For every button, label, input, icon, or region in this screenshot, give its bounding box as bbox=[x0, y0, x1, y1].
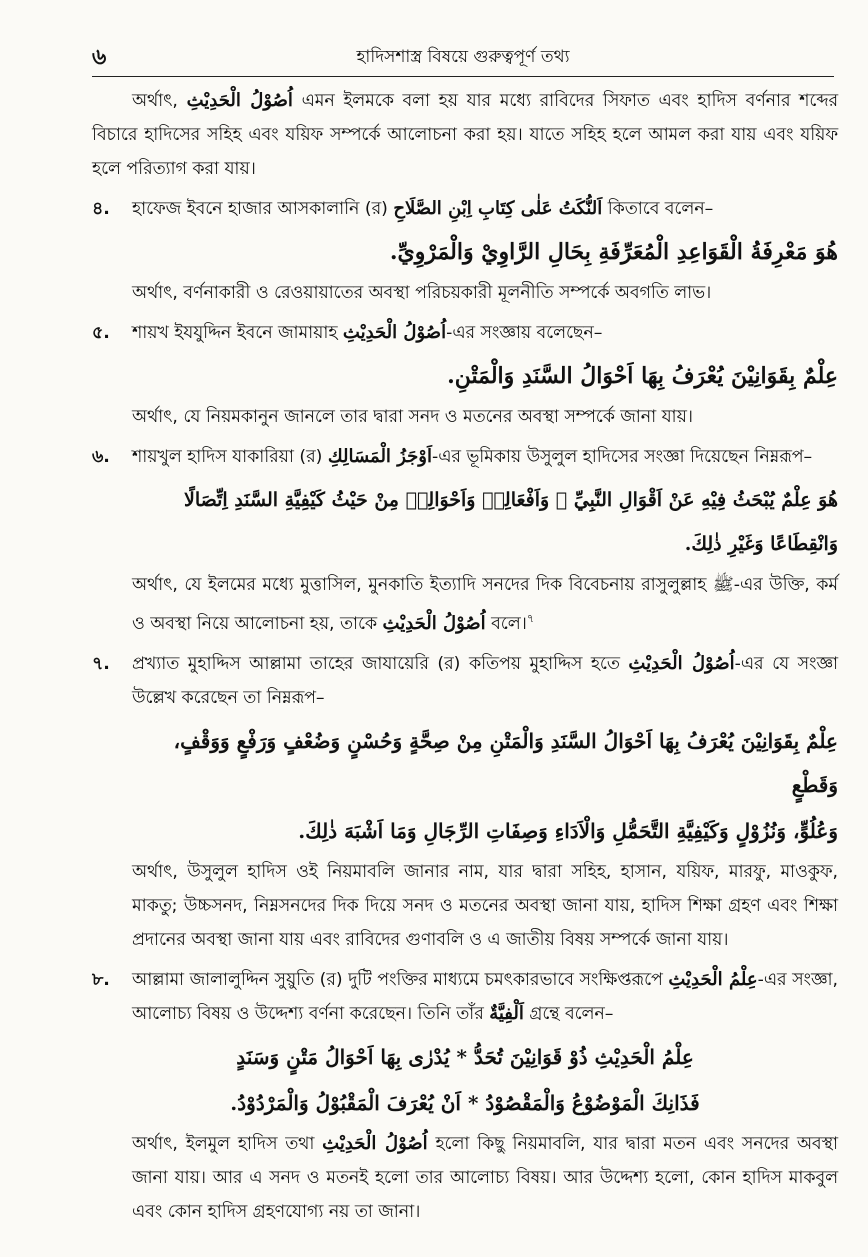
arabic-term: اُصُوْلُ الْحَدِيْثِ bbox=[186, 90, 293, 111]
item-number: ৬. bbox=[92, 447, 110, 467]
text-span: হাফেজ ইবনে হাজার আসকালানি (র) bbox=[132, 199, 394, 219]
text-span: শায়খ ইযযুদ্দিন ইবনে জামায়াহ bbox=[132, 323, 343, 343]
footnote-marker[interactable]: ৭ bbox=[526, 612, 534, 625]
text-span: হলো কিছু নিয়মাবলি, যার দ্বারা মতন এবং সনদের অবস্থা জানা যায়। আর এ সনদ ও মতনই হলো তার আলোচ্য বিষয়। আর উদ্দেশ্য হলো, কোন হাদিস মাকবুল এবং কোন হাদিস গ্রহণযোগ্য নয় তা জানা। bbox=[132, 1133, 838, 1222]
arabic-term: اَلْفِيَّةٌ bbox=[489, 1002, 524, 1024]
arabic-verse: عِلْمُ الْحَدِيْثِ ذُوْ قَوَانِيْنَ تُحَدُّ * يُدْرٰى بِهَا اَحْوَالُ مَتْنٍ وَسَنَدٍ bbox=[236, 1044, 694, 1069]
text-span: বলে। bbox=[485, 613, 527, 634]
text-span: কিতাবে বলেন– bbox=[602, 199, 714, 219]
arabic-term: اَلنُّكَتُ عَلٰى كِتَابِ اِبْنِ الصَّلَاحِ bbox=[393, 198, 603, 219]
text-span: অর্থাৎ, ইলমুল হাদিস তথা bbox=[132, 1133, 323, 1154]
list-item bbox=[92, 647, 838, 715]
running-title: হাদিসশাস্ত্র বিষয়ে গুরুত্বপূর্ণ তথ্য bbox=[356, 47, 570, 67]
list-item bbox=[92, 192, 838, 226]
explanation bbox=[92, 568, 838, 641]
explanation: অর্থাৎ, বর্ণনাকারী ও রেওয়ায়াতের অবস্থা পরিচয়কারী মূলনীতি সম্পর্কে অবগতি লাভ। bbox=[132, 283, 712, 303]
arabic-quote: هُوَ عِلْمٌ يُبْحَثُ فِيْهِ عَنْ اَقْوَالِ النَّبِيِّ ﷺ وَاَفْعَالِهٖ وَاَحْوَالِهٖ مِنْ حَيْثُ كَيْفِيَّةِ السَّنَدِ اِتِّصَالًا وَانْقِطَاعًا وَغَيْرِ ذٰلِكَ. bbox=[184, 489, 838, 555]
arabic-term: اَوْجَزُ الْمَسَالِكِ bbox=[327, 446, 432, 467]
intro-paragraph bbox=[92, 84, 838, 186]
arabic-verse: فَذَانِكَ الْمَوْضُوْعُ وَالْمَقْصُوْدُ * اَنْ يُعْرَفَ الْمَقْبُوْلُ وَالْمَرْدُوْدُ. bbox=[230, 1090, 700, 1115]
text-span: শায়খুল হাদিস যাকারিয়া (র) bbox=[132, 447, 328, 467]
item-number: ৮. bbox=[92, 969, 110, 990]
list-item bbox=[92, 963, 838, 1031]
text-span: -এর যে সংজ্ঞা উল্লেখ করেছেন তা নিম্নরূপ– bbox=[132, 653, 838, 708]
arabic-term: عِلْمُ الْحَدِيْثِ bbox=[668, 968, 758, 990]
arabic-term: اُصُوْلُ الْحَدِيْثِ bbox=[322, 1132, 428, 1154]
arabic-term: اُصُوْلُ الْحَدِيْثِ bbox=[382, 612, 486, 634]
text-span: -এর সংজ্ঞা, আলোচ্য বিষয় ও উদ্দেশ্য বর্ণনা করেছেন। তিনি তাঁর bbox=[132, 969, 839, 1024]
list-item bbox=[92, 440, 838, 474]
page-body bbox=[92, 84, 838, 1235]
item-number: ৭. bbox=[92, 653, 110, 674]
explanation: অর্থাৎ, উসুলুল হাদিস ওই নিয়মাবলি জানার নাম, যার দ্বারা সহিহ, হাসান, যয়িফ, মারফু, মাওকুফ, মাকতু; উচ্চসনদ, নিম্নসনদের দিক দিয়ে সনদ ও মতনের অবস্থা জানা যায়, হাদিস শিক্ষা গ্রহণ এবং শিক্ষা প্রদানের অবস্থা জানা যায় এবং রাবিদের গুণাবলি ও এ জাতীয় বিষয় সম্পর্কে জানা যায়। bbox=[132, 861, 838, 950]
arabic-quote: هُوَ مَعْرِفَةُ الْقَوَاعِدِ الْمُعَرِّفَةِ بِحَالِ الرَّاوِيْ وَالْمَرْوِيِّ. bbox=[389, 239, 838, 265]
text-span: এমন ইলমকে বলা হয় যার মধ্যে রাবিদের সিফাত এবং হাদিস বর্ণনার শব্দের বিচারে হাদিসের সহিহ এবং যয়িফ সম্পর্কে আলোচনা করা হয়। যাতে সহিহ হলে আমল করা যায় এবং যয়িফ হলে পরিত্যাগ করা যায়। bbox=[92, 91, 838, 179]
arabic-quote: عِلْمٌ بِقَوَانِيْنَ يُعْرَفُ بِهَا اَحْوَالُ السَّنَدِ وَالْمَتْنِ مِنْ صِحَّةٍ وَحُسْنٍ وَضُعْفٍ وَرَفْعٍ وَوَقْفٍ، وَقَطْعٍ bbox=[173, 728, 838, 797]
item-number: ৪. bbox=[92, 199, 110, 219]
text-span: অর্থাৎ, যে ইলমের মধ্যে মুত্তাসিল, মুনকাতি ইত্যাদি সনদের দিক বিবেচনায় রাসুলুল্লাহ ﷺ-এর উক্তি, কর্ম ও অবস্থা নিয়ে আলোচনা হয়, তাকে bbox=[132, 575, 838, 634]
text-span: -এর সংজ্ঞায় বলেছেন– bbox=[446, 323, 603, 343]
page-number: ৬ bbox=[92, 45, 107, 70]
arabic-quote: وَعُلُوٍّ، وَنُزُوْلٍ وَكَيْفِيَّةِ التَّحَمُّلِ وَالْاَدَاءِ وَصِفَاتِ الرِّجَالِ وَمَا اَشْبَهَ ذٰلِكَ. bbox=[298, 818, 838, 843]
explanation: অর্থাৎ, যে নিয়মকানুন জানলে তার দ্বারা সনদ ও মতনের অবস্থা সম্পর্কে জানা যায়। bbox=[132, 407, 693, 427]
text-span: গ্রন্থে বলেন– bbox=[523, 1003, 614, 1024]
arabic-term: اُصُوْلُ الْحَدِيْثِ bbox=[342, 322, 447, 343]
text-span: প্রখ্যাত মুহাদ্দিস আল্লামা তাহের জাযায়েরি (র) কতিপয় মুহাদ্দিস হতে bbox=[132, 653, 629, 674]
item-number: ৫. bbox=[92, 323, 110, 343]
arabic-quote: عِلْمٌ بِقَوَانِيْنَ يُعْرَفُ بِهَا اَحْوَالُ السَّنَدِ وَالْمَتْنِ. bbox=[447, 363, 838, 389]
explanation bbox=[92, 1127, 838, 1229]
list-item bbox=[92, 316, 838, 350]
text-span: আল্লামা জালালুদ্দিন সুয়ুতি (র) দুটি পংক্তির মাধ্যমে চমৎকারভাবে সংক্ষিপ্তরূপে bbox=[132, 969, 669, 990]
text-span: -এর ভূমিকায় উসুলুল হাদিসের সংজ্ঞা দিয়েছেন নিম্নরূপ– bbox=[431, 447, 813, 467]
arabic-term: اُصُوْلُ الْحَدِيْثِ bbox=[628, 652, 735, 674]
page-header bbox=[92, 40, 834, 77]
text-span: অর্থাৎ, bbox=[132, 91, 187, 111]
